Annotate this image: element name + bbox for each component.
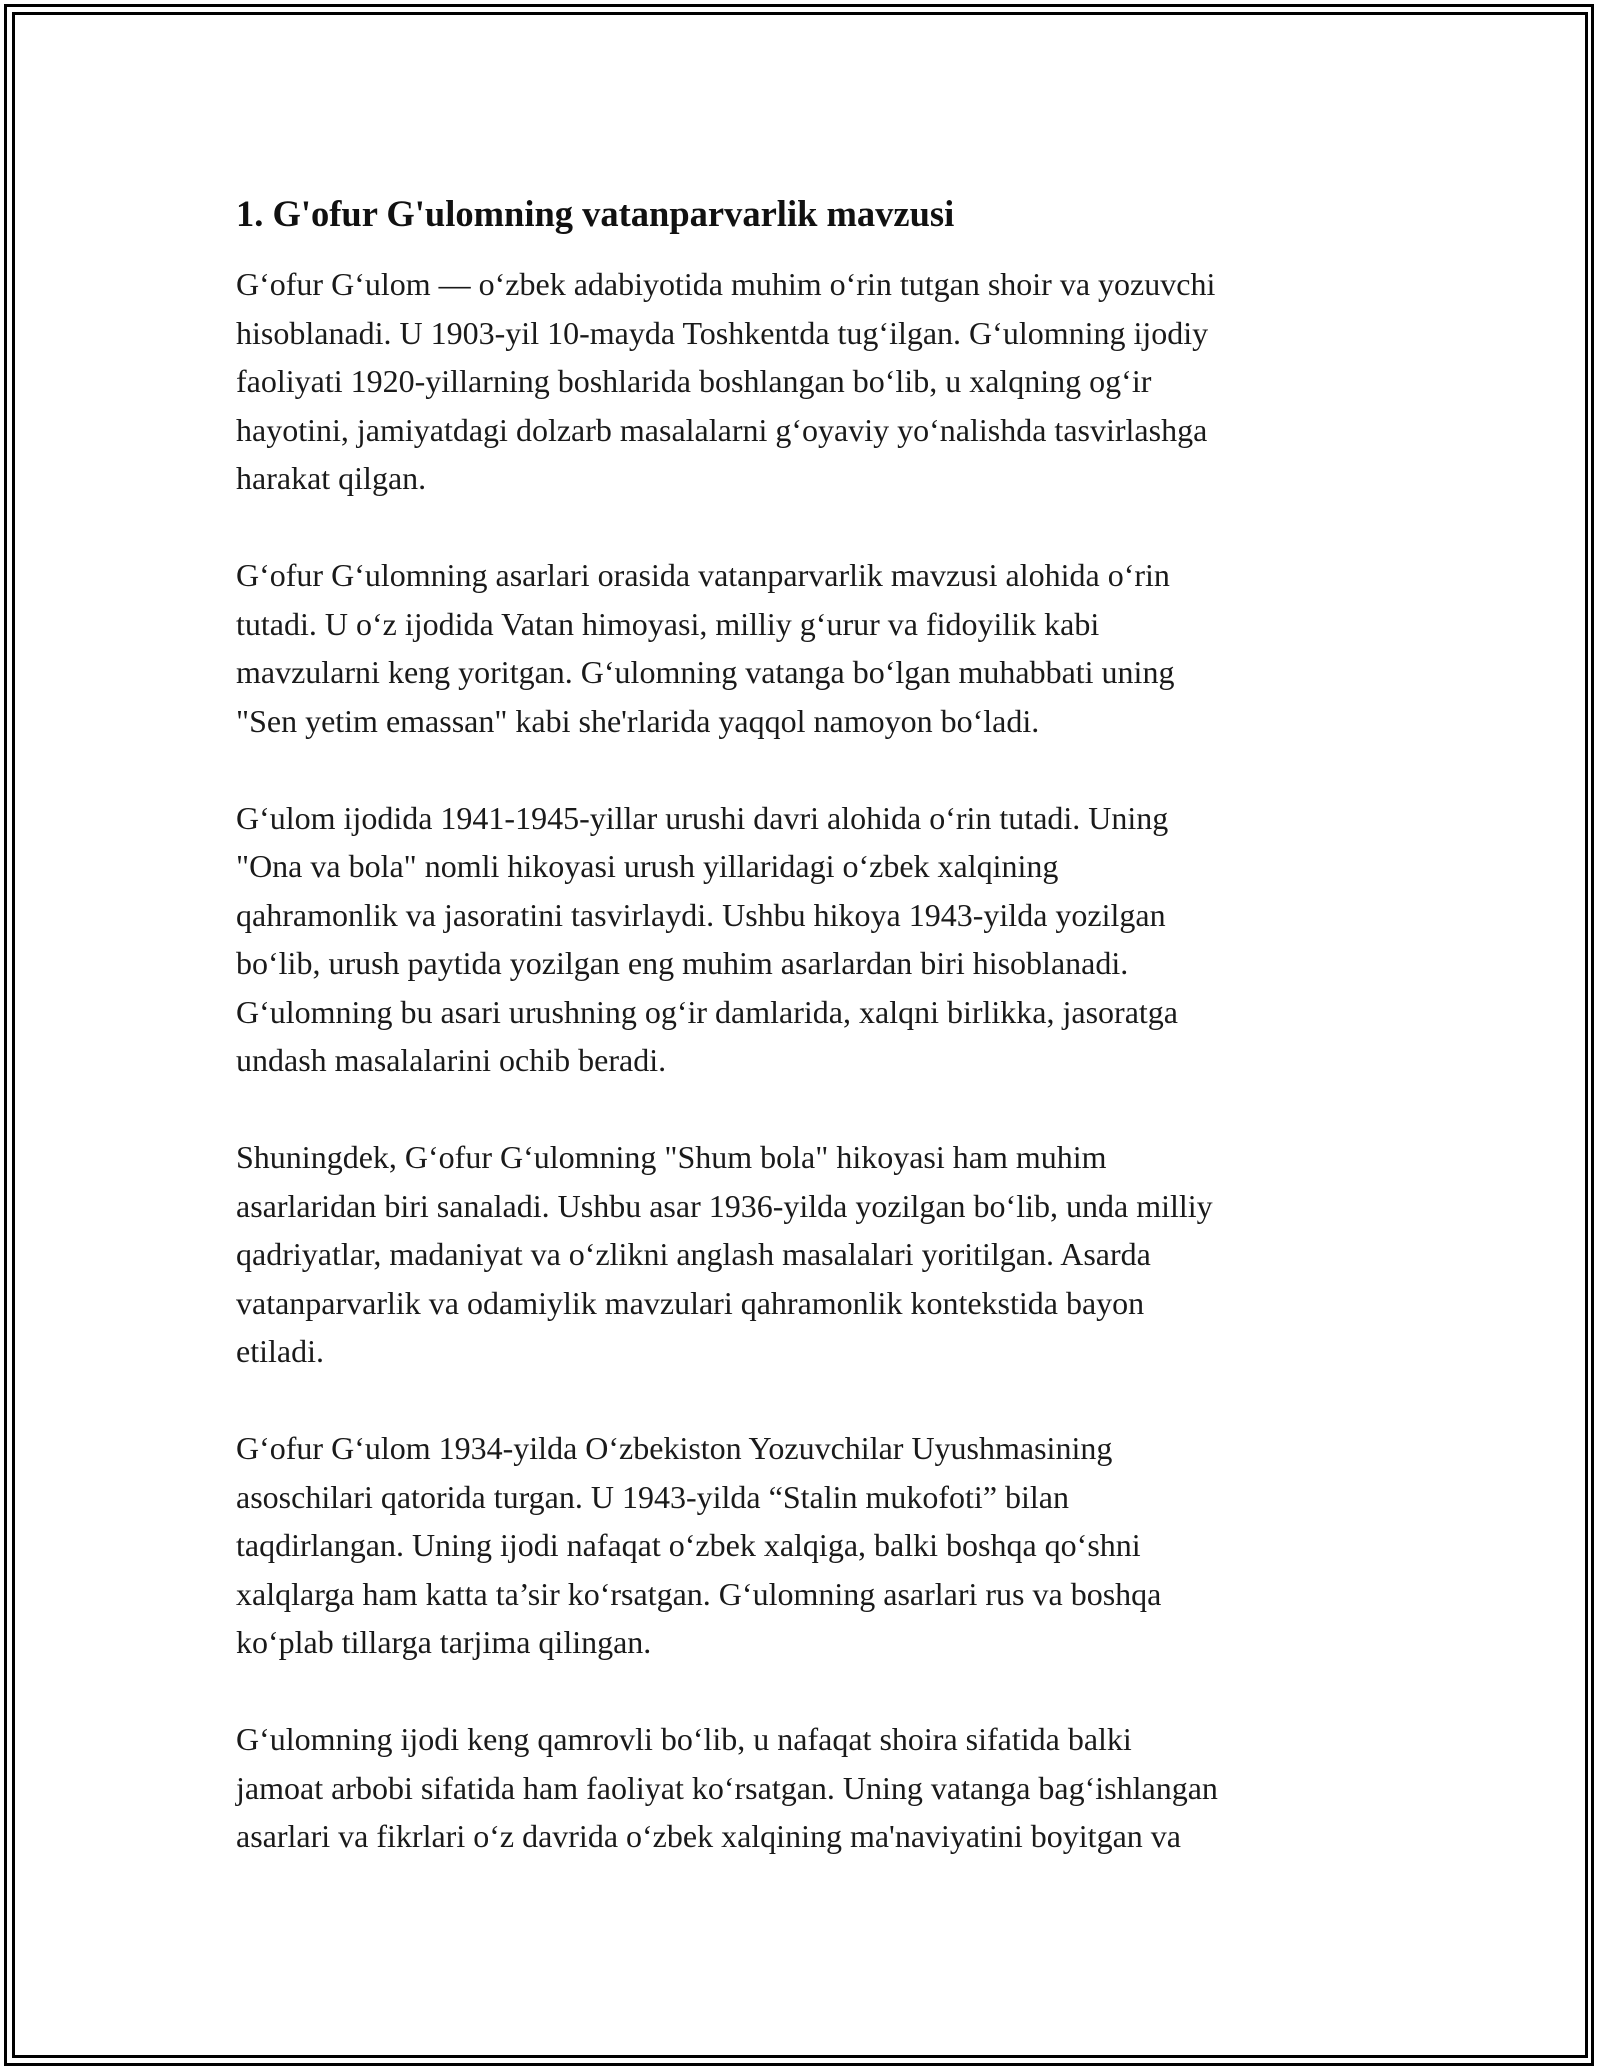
paragraph-line: undash masalalarini ochib beradi. [236, 1042, 667, 1078]
paragraph-line: G‘ofur G‘ulom — o‘zbek adabiyotida muhim o‘rin tutgan shoir va yozuvchi [236, 266, 1216, 302]
paragraph-line: qadriyatlar, madaniyat va o‘zlikni anglash masalalari yoritilgan. Asarda [236, 1236, 1151, 1272]
paragraph-line: Shuningdek, G‘ofur G‘ulomning "Shum bola" hikoyasi ham muhim [236, 1139, 1107, 1175]
paragraph-5 [236, 1424, 1376, 1667]
paragraph-line: qahramonlik va jasoratini tasvirlaydi. Ushbu hikoya 1943-yilda yozilgan [236, 896, 1166, 933]
paragraph-6 [236, 1715, 1376, 1861]
paragraph-4 [236, 1133, 1376, 1376]
paragraph-line: harakat qilgan. [236, 460, 427, 496]
paragraph-line: tutadi. U o‘z ijodida Vatan himoyasi, milliy g‘urur va fidoyilik kabi [236, 605, 1100, 642]
paragraph-line: vatanparvarlik va odamiylik mavzulari qahramonlik kontekstida bayon [236, 1284, 1145, 1321]
paragraph-line: ko‘plab tillarga tarjima qilingan. [236, 1624, 652, 1660]
paragraph-line: G‘ofur G‘ulomning asarlari orasida vatanparvarlik mavzusi alohida o‘rin [236, 557, 1170, 593]
paragraph-line: taqdirlangan. Uning ijodi nafaqat o‘zbek xalqiga, balki boshqa qo‘shni [236, 1527, 1141, 1563]
paragraph-line: asarlaridan biri sanaladi. Ushbu asar 1936-yilda yozilgan bo‘lib, unda milliy [236, 1187, 1213, 1224]
paragraph-1 [236, 260, 1376, 503]
paragraph-line: jamoat arbobi sifatida ham faoliyat ko‘rsatgan. Uning vatanga bag‘ishlangan [236, 1769, 1218, 1806]
paragraph-line: G‘ulomning bu asari urushning og‘ir damlarida, xalqni birlikka, jasoratga [236, 993, 1178, 1030]
paragraph-line: hisoblanadi. U 1903-yil 10-mayda Toshkentda tug‘ilgan. G‘ulomning ijodiy [236, 314, 1209, 351]
paragraph-line: mavzularni keng yoritgan. G‘ulomning vatanga bo‘lgan muhabbati uning [236, 654, 1175, 690]
paragraph-line: asoschilari qatorida turgan. U 1943-yilda “Stalin mukofoti” bilan [236, 1478, 1069, 1515]
paragraph-line: etiladi. [236, 1333, 324, 1369]
paragraph-line: bo‘lib, urush paytida yozilgan eng muhim asarlardan biri hisoblanadi. [236, 945, 1129, 981]
paragraph-line: G‘ofur G‘ulom 1934-yilda O‘zbekiston Yozuvchilar Uyushmasining [236, 1430, 1113, 1466]
paragraph-3 [236, 794, 1376, 1085]
paragraph-line: asarlari va fikrlari o‘z davrida o‘zbek xalqining ma'naviyatini boyitgan va [236, 1818, 1181, 1854]
paragraph-line: faoliyati 1920-yillarning boshlarida boshlangan bo‘lib, u xalqning og‘ir [236, 363, 1152, 399]
paragraph-line: hayotini, jamiyatdagi dolzarb masalalarni g‘oyaviy yo‘nalishda tasvirlashga [236, 411, 1208, 448]
paragraph-2 [236, 551, 1376, 745]
paragraph-line: G‘ulom ijodida 1941-1945-yillar urushi davri alohida o‘rin tutadi. Uning [236, 799, 1169, 836]
paragraph-line: xalqlarga ham katta ta’sir ko‘rsatgan. G‘ulomning asarlari rus va boshqa [236, 1575, 1162, 1612]
paragraph-line: "Sen yetim emassan" kabi she'rlarida yaqqol namoyon bo‘ladi. [236, 702, 1040, 739]
document-body [236, 190, 1376, 1909]
paragraph-line: G‘ulomning ijodi keng qamrovli bo‘lib, u nafaqat shoira sifatida balki [236, 1721, 1132, 1757]
paragraph-line: "Ona va bola" nomli hikoyasi urush yillaridagi o‘zbek xalqining [236, 848, 1059, 884]
section-heading: 1. G'ofur G'ulomning vatanparvarlik mavzusi [236, 193, 955, 234]
